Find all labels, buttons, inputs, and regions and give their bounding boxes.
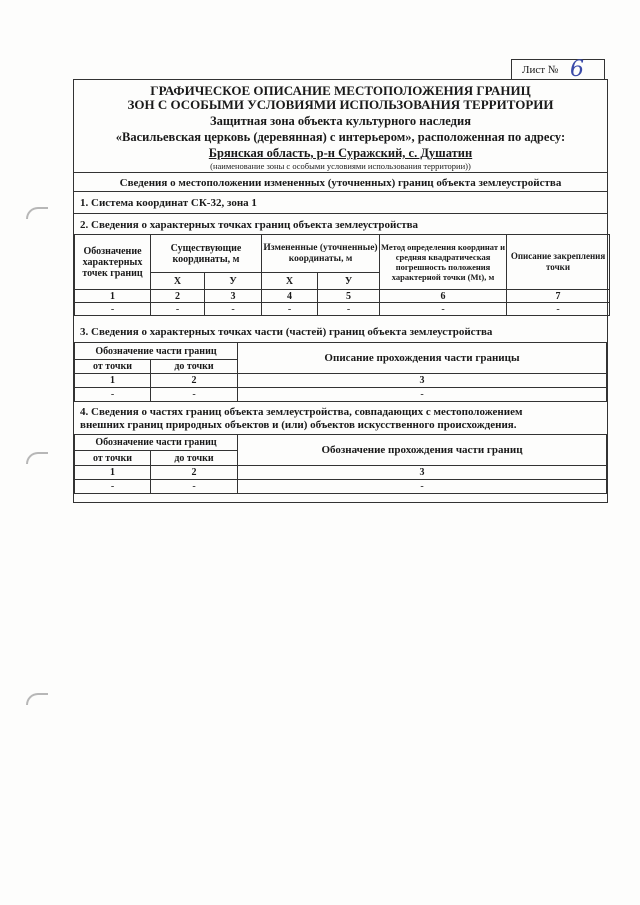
zone-caption: (наименование зоны с особыми условиями использования территории)) <box>210 161 471 171</box>
col-number: 7 <box>507 290 610 303</box>
col-part: Обозначение части границ <box>75 435 238 451</box>
col-number: 2 <box>151 290 205 303</box>
section-4-title-line-2: внешних границ природных объектов и (или) объектов искусственного происхождения. <box>80 419 517 431</box>
col-part: Обозначение части границ <box>75 343 238 360</box>
table-cell: - <box>318 303 380 316</box>
table-cell: - <box>75 303 151 316</box>
title-block <box>74 80 607 171</box>
table-cell: - <box>151 388 238 402</box>
sheet-label: Лист № <box>522 64 559 76</box>
col-x: Х <box>262 273 318 290</box>
punch-hole <box>26 693 48 705</box>
col-number: 3 <box>238 374 607 388</box>
col-method: Метод определения координат и средняя квадратическая погрешность положения характерной точки (Mt), м <box>380 235 507 290</box>
table-cell: - <box>151 480 238 494</box>
address: Брянская область, р-н Суражский, с. Душатин <box>208 146 473 160</box>
col-changed: Измененные (уточненные) координаты, м <box>262 235 380 273</box>
col-number: 1 <box>75 374 151 388</box>
section-1-title: 1. Система координат СК-32, зона 1 <box>80 197 257 209</box>
document-frame <box>73 79 608 503</box>
table-cell: - <box>507 303 610 316</box>
natural-boundaries-table <box>74 434 607 494</box>
col-number: 1 <box>75 290 151 303</box>
col-y: У <box>318 273 380 290</box>
table-cell: - <box>75 388 151 402</box>
table-row <box>75 303 610 316</box>
col-to: до точки <box>151 451 238 466</box>
col-number: 3 <box>238 466 607 480</box>
col-number: 6 <box>380 290 507 303</box>
section-4-title-line-1: 4. Сведения о частях границ объекта землеустройства, совпадающих с местоположением <box>80 406 523 418</box>
info-header: Сведения о местоположении измененных (уточненных) границ объекта землеустройства <box>119 177 562 189</box>
col-designation: Обозначение характерных точек границ <box>75 235 151 290</box>
table-cell: - <box>205 303 262 316</box>
col-description: Обозначение прохождения части границ <box>238 435 607 466</box>
punch-hole <box>26 207 48 219</box>
col-number: 2 <box>151 374 238 388</box>
subtitle-line-2: «Васильевская церковь (деревянная) с интерьером», расположенная по адресу: <box>115 130 566 144</box>
punch-hole <box>26 452 48 464</box>
parts-table <box>74 342 607 402</box>
points-table <box>74 234 610 316</box>
title-line-1: ГРАФИЧЕСКОЕ ОПИСАНИЕ МЕСТОПОЛОЖЕНИЯ ГРАНИЦ <box>150 83 531 98</box>
table-row <box>75 388 607 402</box>
col-from: от точки <box>75 360 151 374</box>
col-number: 5 <box>318 290 380 303</box>
table-cell: - <box>151 303 205 316</box>
table-row <box>75 480 607 494</box>
title-line-2: ЗОН С ОСОБЫМИ УСЛОВИЯМИ ИСПОЛЬЗОВАНИЯ ТЕРРИТОРИИ <box>127 97 554 112</box>
col-number: 3 <box>205 290 262 303</box>
sheet-number: 6 <box>570 57 584 82</box>
table-cell: - <box>238 480 607 494</box>
subtitle-line-1: Защитная зона объекта культурного наследия <box>210 114 471 128</box>
col-to: до точки <box>151 360 238 374</box>
table-cell: - <box>380 303 507 316</box>
section-3-title: 3. Сведения о характерных точках части (частей) границ объекта землеустройства <box>80 326 493 338</box>
col-number: 4 <box>262 290 318 303</box>
table-cell: - <box>75 480 151 494</box>
col-description: Описание прохождения части границы <box>238 343 607 374</box>
table-cell: - <box>262 303 318 316</box>
col-number: 1 <box>75 466 151 480</box>
col-from: от точки <box>75 451 151 466</box>
table-cell: - <box>238 388 607 402</box>
col-y: У <box>205 273 262 290</box>
sheet-number-box <box>511 59 605 80</box>
col-existing: Существующие координаты, м <box>151 235 262 273</box>
col-description: Описание закрепления точки <box>507 235 610 290</box>
col-x: Х <box>151 273 205 290</box>
section-2-title: 2. Сведения о характерных точках границ объекта землеустройства <box>80 219 419 231</box>
col-number: 2 <box>151 466 238 480</box>
